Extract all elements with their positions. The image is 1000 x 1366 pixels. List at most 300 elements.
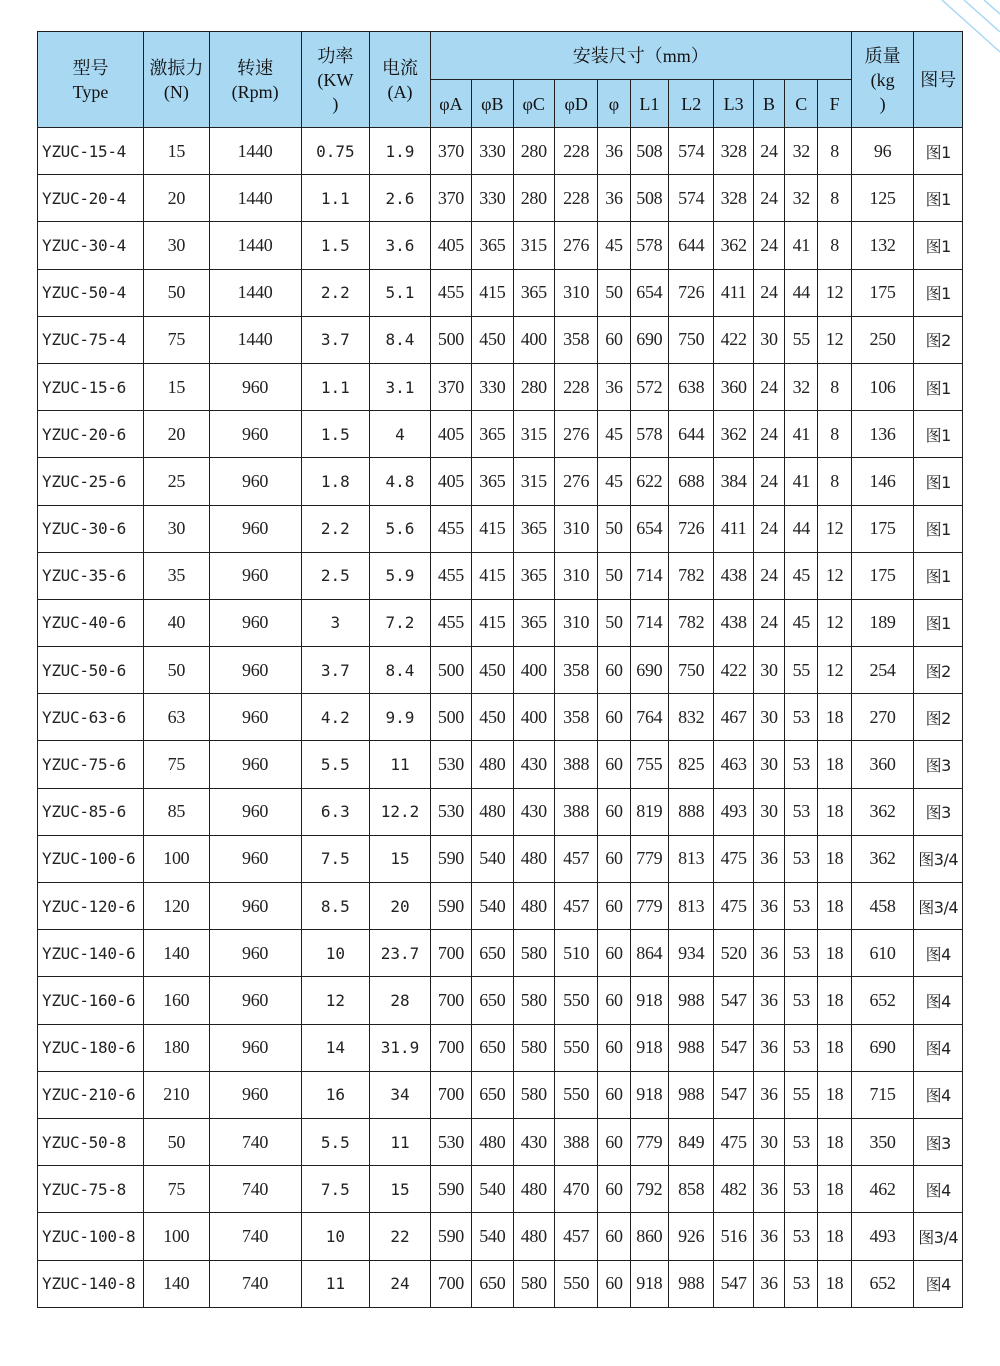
header-dim: L1 (630, 80, 668, 128)
table-cell: 858 (669, 1166, 714, 1213)
table-cell: 106 (851, 363, 914, 410)
table-cell: 714 (630, 552, 668, 599)
table-row (38, 694, 963, 741)
table-cell: 365 (513, 505, 554, 552)
table-row (38, 1118, 963, 1165)
table-cell: 图1 (914, 505, 963, 552)
table-cell: 590 (430, 883, 471, 930)
header-dim: φB (472, 80, 513, 128)
table-cell: 50 (144, 647, 210, 694)
table-cell: 779 (630, 883, 668, 930)
table-cell: 12 (818, 599, 851, 646)
table-cell: 547 (714, 1071, 753, 1118)
table-cell: 960 (209, 505, 301, 552)
table-cell: 图2 (914, 316, 963, 363)
table-cell: 图2 (914, 694, 963, 741)
table-cell: 18 (818, 1024, 851, 1071)
table-cell: 图1 (914, 552, 963, 599)
table-cell: 18 (818, 741, 851, 788)
table-cell: 400 (513, 694, 554, 741)
table-cell: 图2 (914, 647, 963, 694)
table-cell: 530 (430, 1118, 471, 1165)
table-cell: YZUC-63-6 (38, 694, 144, 741)
table-cell: 18 (818, 1118, 851, 1165)
table-cell: 438 (714, 599, 753, 646)
table-cell: 图3 (914, 741, 963, 788)
table-cell: 415 (472, 269, 513, 316)
table-cell: 463 (714, 741, 753, 788)
header-current: 电流 (A) (370, 32, 431, 128)
table-cell: 55 (785, 1071, 818, 1118)
table-cell: 15 (144, 128, 210, 175)
table-row (38, 788, 963, 835)
table-cell: 图4 (914, 1260, 963, 1307)
table-cell: 24 (370, 1260, 431, 1307)
table-cell: 580 (513, 977, 554, 1024)
table-cell: 60 (598, 788, 630, 835)
table-cell: 988 (669, 1260, 714, 1307)
table-cell: 276 (554, 222, 597, 269)
table-cell: 图3/4 (914, 883, 963, 930)
table-cell: 18 (818, 1071, 851, 1118)
table-cell: 1.8 (301, 458, 370, 505)
table-cell: 53 (785, 1166, 818, 1213)
table-cell: 280 (513, 128, 554, 175)
table-cell: 75 (144, 316, 210, 363)
table-cell: 960 (209, 647, 301, 694)
table-cell: 918 (630, 1024, 668, 1071)
table-cell: 388 (554, 788, 597, 835)
table-cell: 650 (472, 1071, 513, 1118)
table-cell: 652 (851, 977, 914, 1024)
table-cell: 638 (669, 363, 714, 410)
table-cell: 60 (598, 883, 630, 930)
table-cell: 24 (753, 505, 784, 552)
table-cell: 405 (430, 411, 471, 458)
table-cell: 365 (472, 411, 513, 458)
table-row (38, 883, 963, 930)
table-cell: 11 (370, 741, 431, 788)
table-cell: 475 (714, 1118, 753, 1165)
table-row (38, 175, 963, 222)
table-cell: 36 (753, 1260, 784, 1307)
table-cell: 41 (785, 222, 818, 269)
table-cell: 782 (669, 599, 714, 646)
table-cell: 740 (209, 1260, 301, 1307)
table-row (38, 647, 963, 694)
table-cell: 175 (851, 505, 914, 552)
table-cell: 654 (630, 269, 668, 316)
table-cell: 365 (472, 222, 513, 269)
table-cell: 11 (370, 1118, 431, 1165)
table-cell: 53 (785, 930, 818, 977)
table-cell: 740 (209, 1166, 301, 1213)
table-cell: 41 (785, 458, 818, 505)
table-cell: 24 (753, 269, 784, 316)
table-cell: 53 (785, 1118, 818, 1165)
table-cell: 1440 (209, 175, 301, 222)
table-cell: 455 (430, 552, 471, 599)
header-figure: 图号 (914, 32, 963, 128)
table-cell: YZUC-100-6 (38, 835, 144, 882)
table-cell: 4.2 (301, 694, 370, 741)
table-cell: 574 (669, 175, 714, 222)
table-cell: 480 (513, 1166, 554, 1213)
table-cell: 430 (513, 741, 554, 788)
table-cell: 813 (669, 835, 714, 882)
table-cell: 18 (818, 835, 851, 882)
table-cell: 1.5 (301, 411, 370, 458)
table-cell: 8 (818, 363, 851, 410)
header-dim: L2 (669, 80, 714, 128)
table-cell: 580 (513, 1071, 554, 1118)
table-cell: 365 (513, 269, 554, 316)
table-cell: 12 (818, 647, 851, 694)
table-cell: YZUC-20-6 (38, 411, 144, 458)
header-dim: φD (554, 80, 597, 128)
table-cell: 550 (554, 1260, 597, 1307)
table-cell: 430 (513, 1118, 554, 1165)
table-cell: 53 (785, 1213, 818, 1260)
table-cell: 8.4 (370, 316, 431, 363)
table-cell: 140 (144, 930, 210, 977)
table-cell: 1.1 (301, 175, 370, 222)
table-cell: 30 (753, 788, 784, 835)
table-cell: 36 (753, 835, 784, 882)
table-cell: 310 (554, 269, 597, 316)
table-cell: 18 (818, 788, 851, 835)
table-cell: 60 (598, 835, 630, 882)
table-cell: 4 (370, 411, 431, 458)
header-dim: φ (598, 80, 630, 128)
table-cell: 500 (430, 316, 471, 363)
table-cell: 15 (144, 363, 210, 410)
table-cell: 175 (851, 269, 914, 316)
table-cell: 480 (472, 1118, 513, 1165)
table-cell: 45 (785, 599, 818, 646)
table-cell: 1440 (209, 316, 301, 363)
table-cell: 图1 (914, 269, 963, 316)
table-cell: 50 (144, 1118, 210, 1165)
table-cell: 550 (554, 977, 597, 1024)
table-cell: 125 (851, 175, 914, 222)
table-cell: 10 (301, 1213, 370, 1260)
table-cell: 160 (144, 977, 210, 1024)
table-cell: 960 (209, 788, 301, 835)
table-cell: 45 (785, 552, 818, 599)
table-cell: 210 (144, 1071, 210, 1118)
table-cell: 455 (430, 269, 471, 316)
table-cell: 467 (714, 694, 753, 741)
table-cell: 590 (430, 835, 471, 882)
table-cell: 960 (209, 458, 301, 505)
table-cell: 图4 (914, 1024, 963, 1071)
table-cell: 960 (209, 552, 301, 599)
table-cell: 358 (554, 316, 597, 363)
table-cell: 550 (554, 1024, 597, 1071)
table-cell: 400 (513, 316, 554, 363)
table-cell: 960 (209, 883, 301, 930)
table-cell: 60 (598, 316, 630, 363)
table-cell: 15 (370, 1166, 431, 1213)
table-cell: 779 (630, 835, 668, 882)
table-cell: 24 (753, 175, 784, 222)
table-cell: 530 (430, 788, 471, 835)
table-cell: 32 (785, 363, 818, 410)
table-cell: 960 (209, 1024, 301, 1071)
table-cell: 547 (714, 1024, 753, 1071)
table-cell: 960 (209, 977, 301, 1024)
table-cell: 30 (144, 222, 210, 269)
table-cell: 825 (669, 741, 714, 788)
table-cell: YZUC-75-4 (38, 316, 144, 363)
table-cell: 189 (851, 599, 914, 646)
table-cell: 254 (851, 647, 914, 694)
table-cell: 450 (472, 694, 513, 741)
table-cell: YZUC-30-4 (38, 222, 144, 269)
table-cell: 55 (785, 316, 818, 363)
table-cell: 36 (598, 128, 630, 175)
table-cell: 700 (430, 1024, 471, 1071)
table-cell: 310 (554, 505, 597, 552)
table-cell: 228 (554, 128, 597, 175)
table-cell: 328 (714, 128, 753, 175)
table-cell: 36 (753, 1166, 784, 1213)
table-cell: 470 (554, 1166, 597, 1213)
table-cell: 650 (472, 1024, 513, 1071)
table-cell: 24 (753, 458, 784, 505)
table-cell: 24 (753, 128, 784, 175)
table-cell: YZUC-120-6 (38, 883, 144, 930)
header-speed: 转速 (Rpm) (209, 32, 301, 128)
table-cell: 11 (301, 1260, 370, 1307)
table-cell: 411 (714, 505, 753, 552)
table-cell: 55 (785, 647, 818, 694)
table-cell: 960 (209, 835, 301, 882)
table-cell: 60 (598, 1024, 630, 1071)
table-cell: 750 (669, 316, 714, 363)
table-cell: 3.7 (301, 316, 370, 363)
table-cell: 520 (714, 930, 753, 977)
table-cell: 918 (630, 977, 668, 1024)
table-cell: 2.6 (370, 175, 431, 222)
table-cell: 63 (144, 694, 210, 741)
table-cell: 516 (714, 1213, 753, 1260)
table-cell: 330 (472, 128, 513, 175)
table-cell: 590 (430, 1213, 471, 1260)
table-cell: 6.3 (301, 788, 370, 835)
table-cell: 455 (430, 599, 471, 646)
table-cell: 85 (144, 788, 210, 835)
table-row (38, 599, 963, 646)
table-cell: 24 (753, 599, 784, 646)
table-cell: 7.2 (370, 599, 431, 646)
table-cell: 140 (144, 1260, 210, 1307)
table-row (38, 741, 963, 788)
table-cell: YZUC-140-6 (38, 930, 144, 977)
table-cell: 493 (714, 788, 753, 835)
table-cell: 146 (851, 458, 914, 505)
table-cell: 500 (430, 694, 471, 741)
table-cell: 370 (430, 363, 471, 410)
table-cell: 图4 (914, 1071, 963, 1118)
table-cell: 457 (554, 835, 597, 882)
table-cell: 508 (630, 128, 668, 175)
table-cell: 8.5 (301, 883, 370, 930)
table-cell: 580 (513, 1024, 554, 1071)
table-cell: 782 (669, 552, 714, 599)
table-cell: 41 (785, 411, 818, 458)
table-cell: 18 (818, 1260, 851, 1307)
table-cell: 53 (785, 788, 818, 835)
table-cell: 315 (513, 222, 554, 269)
table-cell: 480 (513, 835, 554, 882)
table-cell: 图1 (914, 411, 963, 458)
table-cell: 75 (144, 741, 210, 788)
table-cell: YZUC-35-6 (38, 552, 144, 599)
table-cell: 60 (598, 694, 630, 741)
table-cell: 2.2 (301, 269, 370, 316)
table-cell: 75 (144, 1166, 210, 1213)
table-cell: 8 (818, 128, 851, 175)
table-cell: 384 (714, 458, 753, 505)
table-cell: 1.9 (370, 128, 431, 175)
table-cell: 988 (669, 977, 714, 1024)
table-cell: 726 (669, 269, 714, 316)
table-cell: 24 (753, 552, 784, 599)
table-cell: YZUC-20-4 (38, 175, 144, 222)
table-cell: 438 (714, 552, 753, 599)
table-cell: 362 (851, 788, 914, 835)
table-cell: 9.9 (370, 694, 431, 741)
table-cell: 图1 (914, 458, 963, 505)
table-cell: 422 (714, 647, 753, 694)
table-cell: 276 (554, 458, 597, 505)
table-cell: YZUC-160-6 (38, 977, 144, 1024)
table-cell: 690 (851, 1024, 914, 1071)
table-cell: 图3/4 (914, 835, 963, 882)
table-cell: 480 (472, 741, 513, 788)
table-cell: 8 (818, 458, 851, 505)
table-cell: 310 (554, 552, 597, 599)
table-cell: 10 (301, 930, 370, 977)
table-cell: 360 (851, 741, 914, 788)
table-cell: 578 (630, 222, 668, 269)
table-cell: 988 (669, 1024, 714, 1071)
table-row (38, 552, 963, 599)
table-cell: 60 (598, 1071, 630, 1118)
table-cell: 550 (554, 1071, 597, 1118)
table-cell: 590 (430, 1166, 471, 1213)
table-cell: 228 (554, 363, 597, 410)
table-cell: YZUC-75-8 (38, 1166, 144, 1213)
table-cell: 422 (714, 316, 753, 363)
table-cell: 960 (209, 363, 301, 410)
table-cell: 53 (785, 1260, 818, 1307)
table-cell: 30 (144, 505, 210, 552)
table-cell: 540 (472, 1166, 513, 1213)
table-cell: 8 (818, 175, 851, 222)
table-row (38, 363, 963, 410)
table-cell: 482 (714, 1166, 753, 1213)
table-cell: 700 (430, 1260, 471, 1307)
table-cell: YZUC-15-6 (38, 363, 144, 410)
table-cell: 34 (370, 1071, 431, 1118)
table-cell: 370 (430, 175, 471, 222)
table-cell: 30 (753, 694, 784, 741)
table-cell: 132 (851, 222, 914, 269)
table-cell: 60 (598, 1260, 630, 1307)
table-cell: 28 (370, 977, 431, 1024)
table-cell: 50 (598, 552, 630, 599)
table-cell: 12 (301, 977, 370, 1024)
table-cell: 60 (598, 977, 630, 1024)
table-cell: 405 (430, 222, 471, 269)
table-cell: 12 (818, 552, 851, 599)
table-cell: 36 (598, 175, 630, 222)
table-cell: 36 (753, 883, 784, 930)
table-cell: 60 (598, 741, 630, 788)
table-cell: 24 (753, 363, 784, 410)
table-cell: 图4 (914, 930, 963, 977)
table-cell: 644 (669, 222, 714, 269)
table-cell: 36 (598, 363, 630, 410)
table-row (38, 1260, 963, 1307)
table-cell: 60 (598, 1118, 630, 1165)
table-row (38, 316, 963, 363)
table-cell: 45 (598, 411, 630, 458)
table-cell: 24 (753, 411, 784, 458)
table-cell: 330 (472, 175, 513, 222)
table-cell: 388 (554, 1118, 597, 1165)
table-cell: 228 (554, 175, 597, 222)
table-cell: YZUC-50-6 (38, 647, 144, 694)
table-cell: 60 (598, 1166, 630, 1213)
table-cell: 44 (785, 505, 818, 552)
table-cell: 18 (818, 977, 851, 1024)
table-cell: 图1 (914, 363, 963, 410)
table-cell: 934 (669, 930, 714, 977)
table-cell: 图1 (914, 599, 963, 646)
table-cell: 12.2 (370, 788, 431, 835)
table-cell: 813 (669, 883, 714, 930)
table-cell: 362 (714, 222, 753, 269)
table-cell: 462 (851, 1166, 914, 1213)
table-cell: 328 (714, 175, 753, 222)
table-cell: 475 (714, 883, 753, 930)
table-cell: 53 (785, 883, 818, 930)
table-cell: 36 (753, 1071, 784, 1118)
table-cell: 365 (472, 458, 513, 505)
table-cell: 50 (598, 599, 630, 646)
table-cell: 5.1 (370, 269, 431, 316)
table-cell: 493 (851, 1213, 914, 1260)
table-cell: 5.6 (370, 505, 431, 552)
table-cell: YZUC-180-6 (38, 1024, 144, 1071)
table-cell: YZUC-50-8 (38, 1118, 144, 1165)
table-cell: 580 (513, 930, 554, 977)
table-cell: 362 (714, 411, 753, 458)
table-cell: 480 (472, 788, 513, 835)
table-cell: 1440 (209, 269, 301, 316)
table-row (38, 505, 963, 552)
table-cell: 30 (753, 647, 784, 694)
table-cell: YZUC-85-6 (38, 788, 144, 835)
table-cell: 654 (630, 505, 668, 552)
table-cell: YZUC-15-4 (38, 128, 144, 175)
table-cell: 574 (669, 128, 714, 175)
table-cell: 918 (630, 1260, 668, 1307)
